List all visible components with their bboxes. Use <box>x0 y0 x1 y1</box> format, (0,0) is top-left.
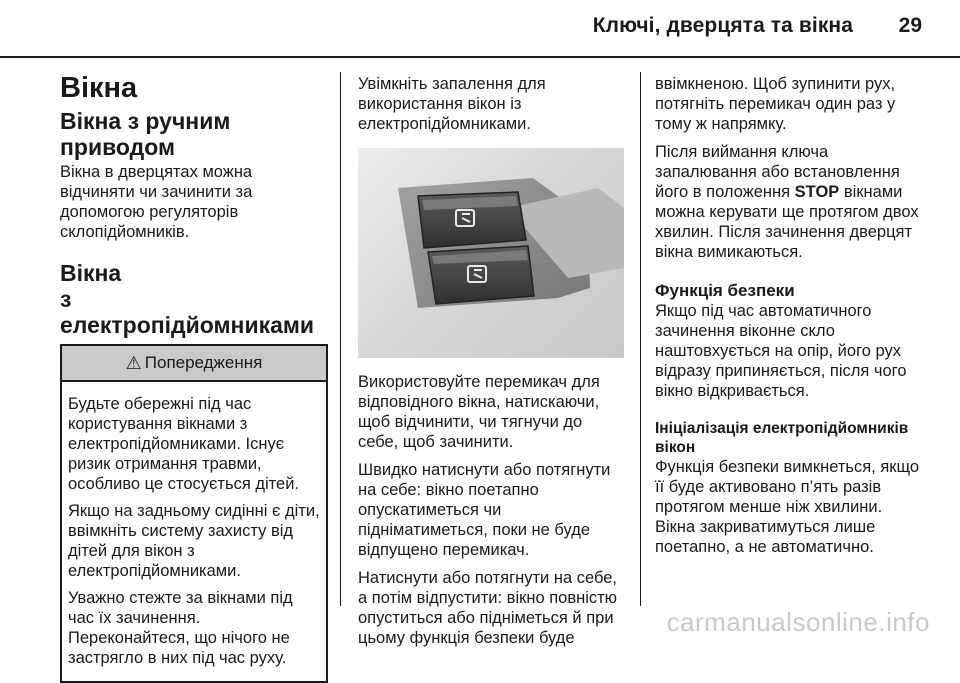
heading-electric-windows <box>60 260 328 338</box>
heading-manual-windows: Вікна з ручним приводом <box>60 108 231 160</box>
window-switch-drawing <box>358 148 624 358</box>
warning-box <box>60 344 328 683</box>
paragraph-continued: ввімкненою. Щоб зупинити рух, потягніть перемикач один раз у тому ж напрямку. <box>655 75 896 133</box>
warning-paragraph-3: Уважно стежте за вікнами під час їх зачинення. Переконайтеся, що нічого не застрягло в них під час руху. <box>68 589 293 667</box>
paragraph-use-switch: Використовуйте перемикач для відповідного вікна, натискаючи, щоб відчинити, чи тягнучи до себе, щоб зачинити. <box>358 373 600 451</box>
column-left <box>60 72 328 683</box>
heading-electric-line1: Вікна <box>60 260 122 286</box>
after-key-text-pre: Після виймання ключа запалювання або встановлення його в положення <box>655 143 900 201</box>
column-divider-1 <box>340 72 341 606</box>
warning-body <box>62 382 326 681</box>
column-right <box>655 74 925 565</box>
page-header-title: Ключі, дверцята та вікна <box>592 14 853 37</box>
section-title-windows: Вікна <box>60 72 138 104</box>
column-divider-2 <box>640 72 641 606</box>
paragraph-quick-press: Швидко натиснути або потягнути на себе: вікно поетапно опускатиметься чи підніматиметься, поки не буде відпущено перемикач. <box>358 461 611 559</box>
heading-safety-function: Функція безпеки <box>655 281 795 300</box>
paragraph-initialization: Функція безпеки вимкнеться, якщо її буде активовано п’ять разів протягом менше ніж хвилини. Вікна закриватимуться лише поетапно, а не автоматично. <box>655 458 920 556</box>
paragraph-manual-windows: Вікна в дверцятах можна відчиняти чи зачинити за допомогою регуляторів склопідйомників. <box>60 163 253 241</box>
warning-paragraph-2: Якщо на задньому сидінні є діти, ввімкніть систему захисту від дітей для вікон з електропідйомниками. <box>68 502 320 580</box>
warning-header <box>62 346 326 382</box>
after-key-text-post: вікнами можна керувати ще протягом двох хвилин. Після зачинення дверцят вікна вимикаються. <box>655 183 919 261</box>
header-divider <box>0 56 960 58</box>
paragraph-after-key <box>655 142 925 262</box>
column-middle <box>358 74 626 656</box>
warning-triangle-icon: ⚠ <box>125 352 142 373</box>
watermark-text: carmanualsonline.info <box>666 607 930 637</box>
heading-electric-line2: з електропідйомниками <box>60 286 315 338</box>
warning-paragraph-1: Будьте обережні під час користування вікнами з електропідйомниками. Існує ризик отримання травми, особливо це стосується дітей. <box>68 395 299 493</box>
paragraph-safety-function: Якщо під час автоматичного зачинення віконне скло наштовхується на опір, його рух відразу припиняється, після чого вікно відкривається. <box>655 302 907 400</box>
heading-initialization: Ініціалізація електропідйомників вікон <box>655 420 909 456</box>
window-switch-illustration <box>358 148 624 358</box>
paragraph-press-release: Натиснути або потягнути на себе, а потім відпустити: вікно повністю опуститься або підніметься й при цьому функція безпеки буде <box>358 569 618 647</box>
page-number: 29 <box>898 14 922 37</box>
warning-title: Попередження <box>144 353 263 372</box>
paragraph-ignition: Увімкніть запалення для використання вікон із електропідйомниками. <box>358 75 546 133</box>
stop-position-label: STOP <box>794 183 840 201</box>
